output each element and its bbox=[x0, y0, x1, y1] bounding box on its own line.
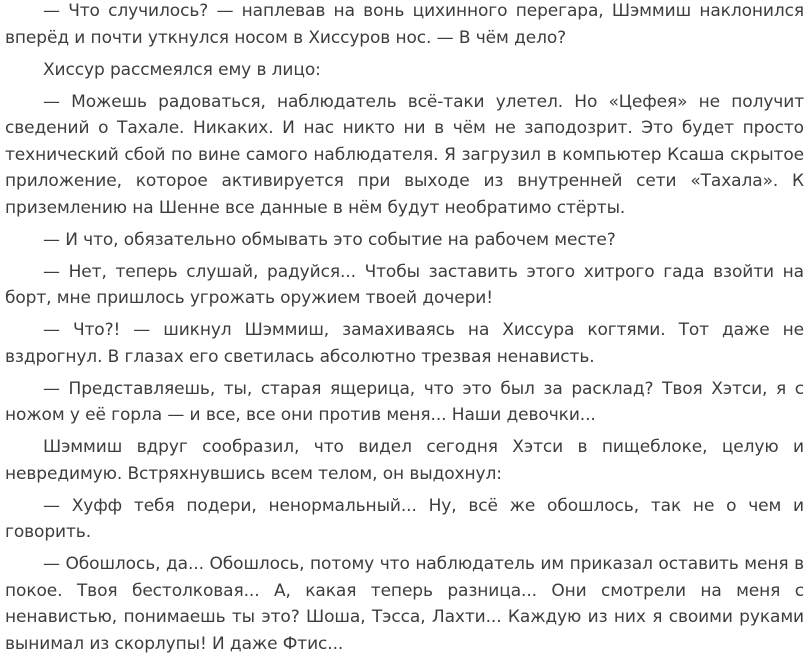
paragraph: Шэммиш вдруг сообразил, что видел сегодня Хэтси в пищеблоке, целую и невредимую. Встряхнувшись всем телом, он выдохнул: bbox=[5, 437, 804, 484]
paragraph: Хиссур рассмеялся ему в лицо: bbox=[43, 59, 321, 80]
paragraph: — И что, обязательно обмывать это событие на рабочем месте? bbox=[43, 229, 616, 250]
paragraph: — Хуфф тебя подери, ненормальный... Ну, всё же обошлось, так не о чем и говорить. bbox=[5, 495, 804, 542]
paragraph: — Можешь радоваться, наблюдатель всё-таки улетел. Но «Цефея» не получит сведений о Тахале. Никаких. И нас никто ни в чём не заподозрит. Это будет просто технический сбой по вине самого наблюдателя. Я загрузил в компьютер Ксаша скрытое приложение, которое активируется при выходе из внутренней сети «Тахала». К приземлению на Шенне все данные в нём будут необратимо стёрты. bbox=[5, 91, 804, 218]
document-page bbox=[5, 0, 804, 663]
paragraph: — Что случилось? — наплевав на вонь цихинного перегара, Шэммиш наклонился вперёд и почти уткнулся носом в Хиссуров нос. — В чём дело? bbox=[5, 1, 804, 48]
paragraph: — Нет, теперь слушай, радуйся... Чтобы заставить этого хитрого гада взойти на борт, мне пришлось угрожать оружием твоей дочери! bbox=[5, 261, 804, 308]
paragraph: — Представляешь, ты, старая ящерица, что это был за расклад? Твоя Хэтси, я с ножом у её горла — и все, все они против меня... Наши девочки... bbox=[5, 378, 804, 425]
paragraph: — Что?! — шикнул Шэммиш, замахиваясь на Хиссура когтями. Тот даже не вздрогнул. В глазах его светилась абсолютно трезвая ненависть. bbox=[5, 320, 804, 367]
paragraph: — Обошлось, да... Обошлось, потому что наблюдатель им приказал оставить меня в покое. Твоя бестолковая... А, какая теперь разница... Они смотрели на меня с ненавистью, понимаешь ты это? Шоша, Тэсса, Лахти... Каждую из них я своими руками вынимал из скорлупы! И даже Фтис... bbox=[5, 554, 804, 654]
